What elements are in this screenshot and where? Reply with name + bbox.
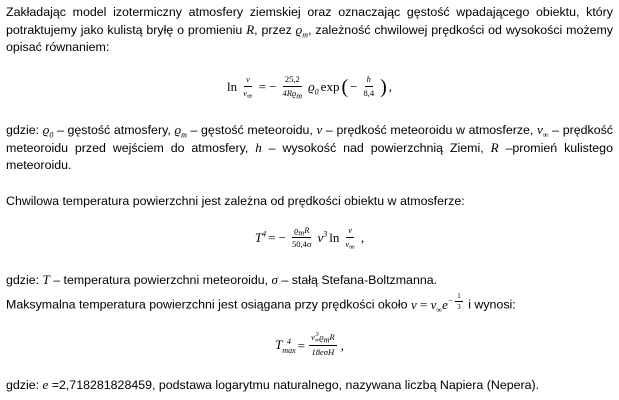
eq2-equals: = − [268, 230, 287, 245]
intro-text: Zakładając model izotermiczny atmosfery ziemskiej oraz oznaczając gęstość wpadającego obiektu, który potraktujemy jako kulistą bryłę o promieniu [6, 5, 613, 37]
rhom-symbol: $ϱ_m$ [174, 122, 187, 140]
eq2-v-cubed: $v^3$ [317, 229, 328, 245]
eq3-fraction: v 3 ∞ $ϱ_mR$ 18eσH [310, 331, 335, 358]
eq3-tail: , [340, 337, 344, 353]
eq3-equals: = [297, 337, 305, 353]
radius-symbol: R [246, 22, 255, 37]
eq1-minus: − [350, 79, 358, 94]
eq2-ln: ln [329, 230, 340, 245]
max-temperature-paragraph: Maksymalna temperatura powierzchni jest osiągana przy prędkości około $v = v_\infty e^{- \frac{1}{3}}$ i wynosi: [6, 292, 516, 315]
intro-text-3: , zależność chwilowej prędkości od wysokości możemy opisać równaniem: [6, 23, 613, 54]
eq1-exp: exp [320, 79, 340, 94]
max-temperature-equation [0, 332, 619, 358]
intro-text-2: , przez [254, 23, 296, 37]
T-symbol: T [42, 272, 50, 287]
eq1-coefficient: $\frac{25,2}{4Rϱ_m}$ [282, 74, 303, 101]
eq1-lparen: ( [341, 75, 349, 98]
v-symbol: v [316, 122, 323, 137]
eq1-rparen: ) [380, 75, 387, 98]
velocity-equation [0, 74, 619, 99]
R-symbol: R [490, 140, 499, 155]
rho-m-symbol: $ϱ_m$ [295, 22, 309, 40]
eq3-Tmax: T 4 max [275, 336, 296, 355]
eq2-v-ratio: $\frac{v}{v_\infty}$ [345, 225, 355, 252]
definitions-paragraph-2: gdzie: T – temperatura powierzchni meteoroidu, σ – stałą Stefana-Boltzmanna. [6, 272, 438, 287]
e-symbol: e [42, 377, 49, 392]
eq1-h-fraction: $\frac{h}{8,4}$ [363, 74, 375, 98]
eq1-rho0: $ϱ_0$ [308, 79, 319, 97]
eq1-equals: = − [258, 79, 277, 94]
napier-paragraph: gdzie: e =2,718281828459, podstawa logarytmu naturalnego, nazywana liczbą Napiera (Nepera). [6, 377, 540, 392]
eq2-tail: , [360, 230, 365, 245]
max-v-expression: $v = v_\infty e^{- \frac{1}{3}}$ [410, 292, 461, 315]
eq2-fraction: $\frac{ϱ_mR}{50,4\sigma}$ [292, 225, 312, 249]
temperature-equation [0, 225, 619, 250]
eq1-ln: ln [226, 79, 238, 94]
h-symbol: h [255, 140, 262, 155]
sigma-symbol: σ [271, 272, 278, 287]
intro-paragraph [6, 4, 613, 56]
eq1-tail: , [388, 79, 393, 94]
definitions-paragraph-1: gdzie: $ϱ_0$ – gęstość atmosfery, $ϱ_m$ – gęstość meteoroidu, v – prędkość meteoroidu w atmosferze, $v_\infty$ – prędkość meteoroidu przed wejściem do atmosfery, h – wysokość nad powierzchnią Ziemi, R –promień kulistego meteoroidu. [6, 122, 613, 172]
vinf-symbol: $v_\infty$ [537, 122, 549, 140]
eq1-v-ratio: $\frac{v}{v_\infty}$ [243, 74, 253, 101]
eq2-T: $T^4$ [254, 229, 267, 245]
temperature-intro: Chwilowa temperatura powierzchni jest zależna od prędkości obiektu w atmosferze: [6, 194, 465, 208]
rho0-symbol: $ϱ_0$ [42, 122, 54, 140]
